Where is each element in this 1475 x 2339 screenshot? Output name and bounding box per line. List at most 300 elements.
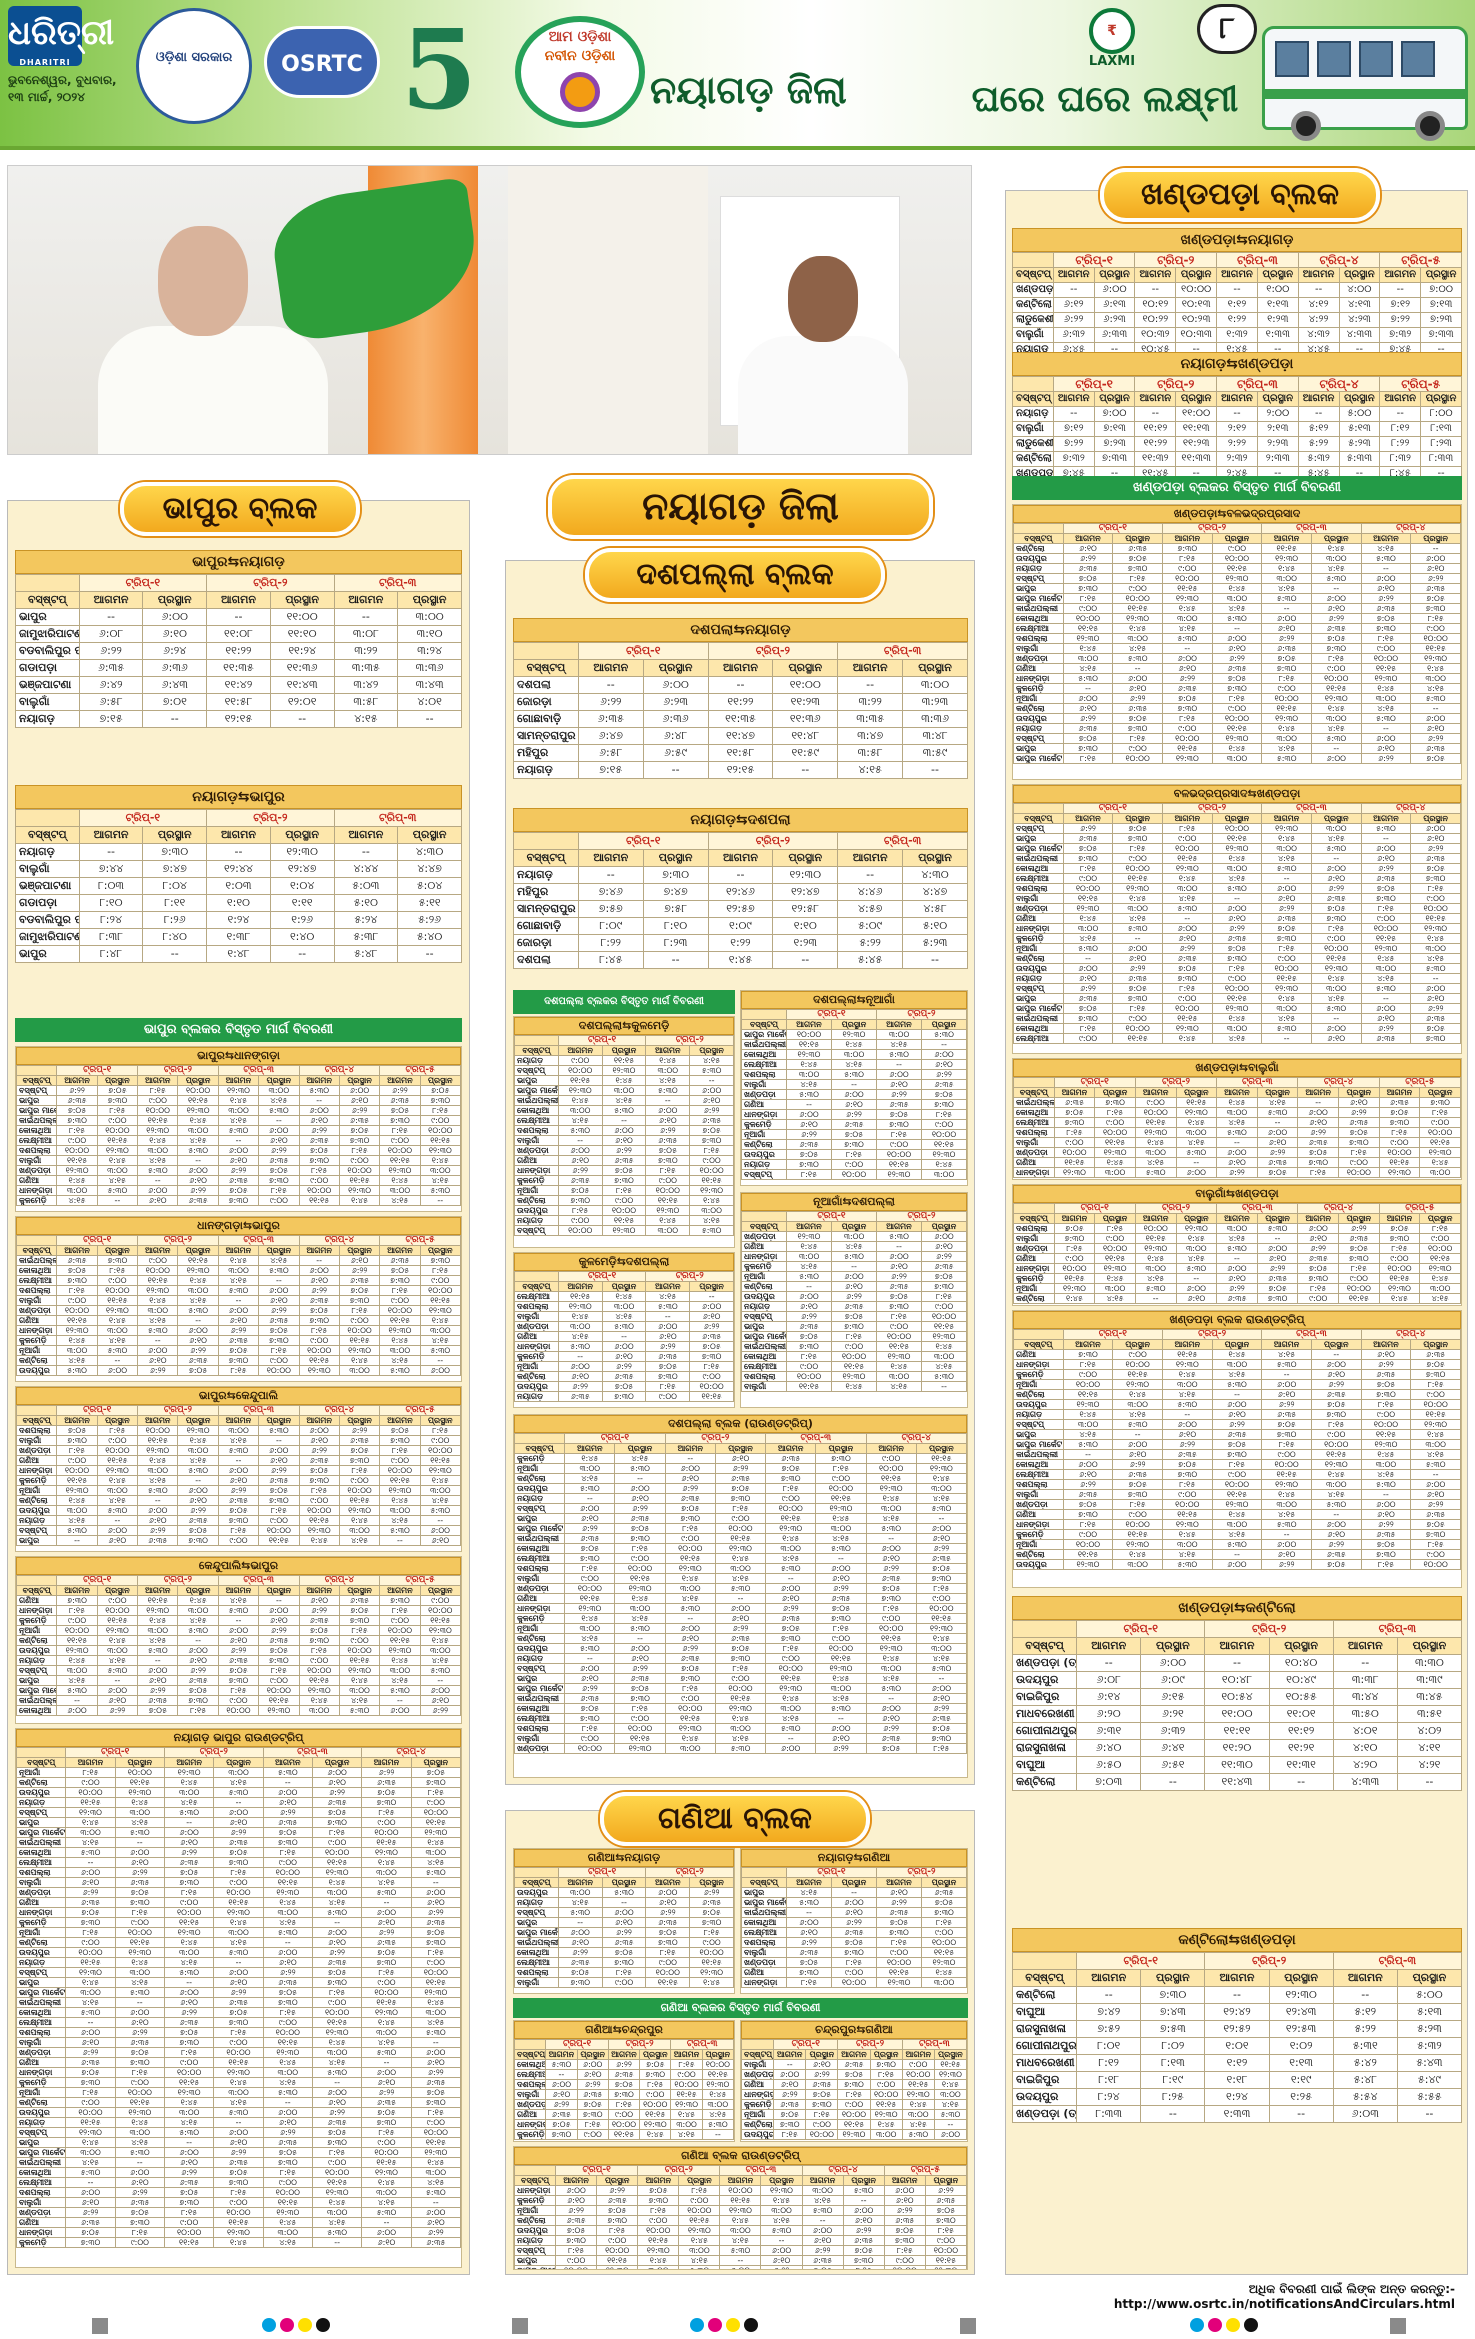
arrival-header: ଆଗମନ [164,1758,213,1768]
time-cell: -- [903,762,968,779]
stop-name: ଗୋପୀନାଥପୁର [1013,1723,1077,1740]
table-row [515,2186,967,2196]
time-cell: ୯:୦୦ [411,1798,460,1808]
time-cell: ୬:୦୦ [1212,634,1262,644]
time-cell: ୧୦:୦୦ [1054,1264,1095,1274]
time-cell: ୧୧:୧୫ [1262,974,1312,984]
trip-header-row [17,1576,461,1586]
time-cell: ୬:୨୨ [866,1724,916,1734]
time-cell: -- [715,1594,765,1604]
time-cell: ୭:୫୨ [1077,2021,1141,2038]
time-cell: ୩:୦୦ [164,1948,213,1958]
time-cell: ୩:୦୦ [1311,984,1361,994]
time-cell: ୭:୦୫ [615,1524,665,1534]
time-cell: ୪:୧୫ [218,1276,258,1286]
time-cell: ୧୨:୩୦ [115,1948,164,1958]
time-cell: ୬:୦୦ [138,1186,178,1196]
time-cell: ୯:୦୦ [925,2236,966,2246]
time-cell: ୯:୦୦ [1113,1350,1163,1360]
departure-header: ପ୍ରସ୍ଥାନ [640,2050,671,2060]
time-cell: ୭:୦୫ [1361,884,1411,894]
time-cell: ୫:୩୦ [1311,734,1361,744]
time-cell: ୬:୦୦ [884,2186,925,2196]
table-row [742,1342,967,1352]
time-cell: ୧୨:୩୦ [1162,1360,1212,1370]
time-cell: ୬:୩୫ [1311,624,1361,634]
time-cell: ୭:୩୦ [1311,914,1361,924]
time-cell: ୧୧:୧୫ [299,1516,339,1526]
time-cell: ୬:୨୨ [1311,884,1361,894]
time-cell: ୧୨:୩୦ [164,1928,213,1938]
time-cell: ୮:୧୫ [787,1978,832,1988]
time-cell: ୩:୦୦ [916,1484,966,1494]
stoppage-header: ବସ୍‌ଷ୍ଟପ୍ [17,1416,57,1426]
time-cell: ୭:୩୦ [843,2256,884,2266]
time-cell: ୬:୧୦ [178,1496,218,1506]
time-cell: ୧୧:୧୫ [57,1476,97,1486]
time-cell: -- [766,1734,816,1744]
table-row [742,1150,967,1160]
time-cell: ୬:୧୦ [558,1156,602,1166]
time-cell: -- [380,1696,420,1706]
stop-name: ବାଲୁଗାଁ [515,1136,559,1146]
time-cell: ୧:୪୫ [115,1798,164,1808]
time-cell: ୬:୩୫ [922,1262,967,1272]
stop-name: ଗଣିଆ [17,1176,57,1186]
time-cell: ୩:୦୦ [1361,1460,1411,1470]
stop-name: ବାଘୁଆ [1013,2004,1077,2021]
time-cell: ୬:୨୨ [97,1706,137,1716]
time-cell: ୧:୪୫ [57,1336,97,1346]
stop-name: ଭାପୁର ମାର୍କେଟ [1014,594,1064,604]
table-row [515,1076,734,1086]
time-cell: ୬:୨୨ [312,2108,361,2118]
arrival-header: ଆଗମନ [802,2176,843,2186]
time-cell: ୧୧:୧୫ [263,2198,312,2208]
time-cell: ୧୧:୧୫ [1063,624,1113,634]
time-cell: ୧୦:୦୦ [565,1584,615,1594]
time-cell: ୭:୦୫ [164,1868,213,1878]
table-row [17,1968,461,1978]
table-row [17,2098,461,2108]
time-cell: ୮:୧୫ [259,1506,299,1516]
time-cell: ୬:୩୫ [565,1694,615,1704]
time-cell: ୪:୧୫ [802,2196,843,2206]
time-cell: ୧୧:୧୫ [57,1316,97,1326]
osrtc-url-link[interactable]: http://www.osrtc.in/notificationsAndCirculars.html [1113,2297,1455,2311]
laxmi-logo [1012,8,1212,68]
time-cell: ୩:୦୦ [602,1302,646,1312]
time-cell: ୪:୧୫ [97,1336,137,1346]
time-cell: -- [362,1898,411,1908]
time-cell: ୬:୩୫ [218,1176,258,1186]
time-cell: ୭:୦୫ [66,1908,115,1918]
stop-name: ନୟାଗଡ଼ [514,867,579,884]
time-cell: -- [690,1076,734,1086]
departure-header: ପ୍ରସ୍ଥାନ [1176,392,1217,407]
time-cell: ୧୧:୫୯ [773,745,838,762]
departure-header: ପ୍ରସ୍ଥାନ [1420,1214,1461,1224]
blank-header-cell [515,1434,565,1444]
time-cell: -- [922,1382,967,1392]
table-row [515,1978,734,1988]
trip-header: ଟ୍ରିପ୍-୨ [1162,1330,1261,1340]
time-cell: ୧୨:୩୦ [57,1486,97,1496]
time-cell: ୫:୩୦ [380,1526,420,1536]
table-row [17,1998,461,2008]
time-cell: ୬:୦୦ [138,1506,178,1516]
stop-name: ଭାପୁର [742,1888,787,1898]
stop-name: ବାଲୁଗାଁ [515,1734,565,1744]
time-cell: ୭:୪୪ [79,861,143,878]
time-cell: ୩:୦୦ [57,1186,97,1196]
time-cell: ୬:୩୬ [643,711,708,728]
time-cell: ୭:୩୦ [312,1818,361,1828]
route-title: ଖଣ୍ଡପଡ଼ା⇆ନୟାଗଡ଼ [1012,228,1462,252]
time-cell: ୬:୨୨ [1311,1540,1361,1550]
time-cell: ୬:୧୦ [843,2216,884,2226]
stop-name: ଲାଡୁକେଶୀ [1013,437,1054,452]
newspaper-logo[interactable] [8,6,115,67]
time-cell: ୧୧:୨୨ [1135,437,1176,452]
time-cell: ୭:୦୫ [1311,1560,1361,1570]
stop-name: କଣ୍ଟିଲୋ [515,2216,556,2226]
stop-name: ଭାପୁର ମାର୍କେଟ [742,1332,787,1342]
time-cell: ୬:୦୦ [866,1704,916,1714]
time-cell: ୯:୦୦ [1162,994,1212,1004]
time-cell: ୫:୩୦ [916,1504,966,1514]
route-title: ଦଶପଲ୍ଲା⇆ନୂଆଗାଁ [741,991,967,1009]
time-cell: ୧୧:୧୫ [866,1474,916,1484]
time-cell: ୭:୦୫ [214,1848,263,1858]
time-cell: ୪:୧୫ [1162,1550,1212,1560]
time-cell: ୭:୩୦ [643,867,708,884]
time-cell: ୬:୨୨ [218,1326,258,1336]
time-cell: ୩:୪୪ [1333,1689,1397,1706]
time-cell: ୬:୨୨ [339,1266,379,1276]
time-cell: ୯:୦୦ [164,2058,213,2068]
table-row [742,1978,967,1988]
time-cell: ୨:୩୨ [1217,452,1258,467]
time-cell: ୬:୩୫ [1298,1254,1339,1264]
dense-timetable [740,990,968,1186]
time-cell: ୯:୦୦ [1411,1390,1461,1400]
trip-header: ଟ୍ରିପ୍-୨ [138,1236,219,1246]
time-cell: ୯:୦୦ [1411,1550,1461,1560]
time-cell: ୬:୦୦ [922,1232,967,1242]
time-cell: ୬:୧୦ [646,1898,690,1908]
time-cell: ୧୨:୪୩ [1269,2004,1333,2021]
time-cell: ୧୦:୦୦ [602,1206,646,1216]
time-cell: ୬:୦୦ [1298,1108,1339,1118]
time-cell: ୬:୩୫ [1262,1410,1312,1420]
odisha-emblem-icon [136,8,252,124]
timetable [15,809,462,963]
time-cell: ୩:୦୦ [263,1908,312,1918]
time-cell: ୩:୦୦ [164,2108,213,2118]
stop-name: ଗଣିଆ [17,1596,57,1606]
stoppage-header: ବସ୍‌ଷ୍ଟପ୍ [515,2050,546,2060]
time-cell: -- [903,952,968,969]
time-cell: ୧:୪୫ [761,2196,802,2206]
time-cell: ୪:୧୫ [214,1938,263,1948]
trip-header: ଟ୍ରିପ୍-୪ [1298,253,1380,268]
stop-name: ଖଣ୍ଡପଡ଼ା [17,1888,66,1898]
time-cell: ୩:୦୦ [1212,864,1262,874]
time-cell: ୬:୦୦ [1411,984,1461,994]
table-row [1014,974,1461,984]
time-cell: ୯:୦୦ [411,2118,460,2128]
time-cell: ୭:୦୫ [608,2080,639,2090]
time-cell: ୩:୦୦ [715,1564,765,1574]
time-cell: ୧୦:୦୦ [558,1066,602,1076]
time-cell: ୬:୦୦ [1262,884,1312,894]
stop-name: ଭାପୁର [515,1674,565,1684]
time-cell: -- [1141,1774,1205,1791]
table-row [1014,1128,1461,1138]
time-cell: ୩:୨୩ [903,694,968,711]
time-cell: ୬:୦୦ [774,2070,806,2080]
departure-header: ପ୍ରସ୍ଥାନ [1212,534,1262,544]
time-cell: ୩:୦୦ [1262,574,1312,584]
time-cell: ୧୦:୦୦ [925,2246,966,2256]
time-cell: ୭:୩୦ [1063,1510,1113,1520]
time-cell: ୧୨:୩୦ [671,2100,702,2110]
time-cell: ୮:୧୫ [646,1382,690,1392]
time-cell: ୭:୦୫ [1063,734,1113,744]
table-row [515,1382,734,1392]
time-cell: ୧୧:୧୫ [57,1636,97,1646]
time-cell: ୬:୨୨ [1361,1024,1411,1034]
stop-name: ବସ୍‌ଷ୍ଟପ୍ [515,1504,565,1514]
departure-header: ପ୍ରସ୍ଥାନ [1141,1638,1205,1655]
time-cell: ୬:୩୫ [877,1282,922,1292]
time-cell: ୧୨:୩୦ [1135,1244,1176,1254]
time-cell: ୧୨:୩୦ [214,1908,263,1918]
time-cell: ୭:୩୦ [259,1176,299,1186]
dense-timetable [740,2020,968,2142]
time-cell: ୧୨:୩୦ [1162,594,1212,604]
time-cell: ୬:୦୦ [1162,654,1212,664]
time-cell: ୩:୦୦ [866,1504,916,1514]
arrival-header: ଆଗମନ [138,1586,178,1596]
time-cell: ୧୨:୩୦ [665,1564,715,1574]
time-cell: ୧୧:୧୫ [339,1496,379,1506]
time-cell: ୭:୦୫ [1212,944,1262,954]
stop-name: ବାଲୁଗାଁ [742,1080,787,1090]
time-cell: ୬:୦୦ [1063,1460,1113,1470]
stop-name: ନୂଆଗାଁ [17,1346,57,1356]
time-cell: ୭:୦୫ [838,2070,870,2080]
time-cell: ୪:୨୦ [1333,1757,1397,1774]
time-cell: ୫:୩୦ [1257,1224,1298,1234]
time-cell: ୩:୦୦ [57,1506,97,1516]
table-row [1014,894,1461,904]
time-cell: ୧୧:୧୫ [380,1476,420,1486]
time-cell: ୬:୨୨ [138,1366,178,1376]
table-row [515,1664,967,1674]
time-cell: -- [138,1336,178,1346]
time-cell: ୧୧:୧୫ [420,1296,460,1306]
time-cell: ୯:୦୦ [299,1336,339,1346]
time-cell: ୭:୧୩ [1421,298,1462,313]
arrival-header: ଆଗମନ [1380,392,1421,407]
time-cell: ୧୦:୦୦ [259,1686,299,1696]
table-row [17,1256,461,1266]
time-cell: ୭:୩୦ [263,1998,312,2008]
time-cell: ୧୨:୪୪ [207,861,271,878]
blank-header-cell [17,1236,57,1246]
time-cell: ୬:୩୫ [66,1898,115,1908]
time-cell: ୪:୧୫ [787,1888,832,1898]
time-cell: ୧:୪୫ [615,1594,665,1604]
time-cell: ୪:୧୫ [339,1696,379,1706]
time-cell: ୬:୦୦ [1217,1148,1258,1158]
time-cell: ୫:୩୦ [1217,1244,1258,1254]
stop-name: ନୟାଗଡ଼ [1014,724,1064,734]
time-cell: ୧୦:୦୦ [690,1166,734,1176]
trip-header: ଟ୍ରିପ୍-୨ [1205,1621,1333,1638]
column-header-row [17,1416,461,1426]
time-cell: ୮:୧୫ [1262,944,1312,954]
time-cell: ୩:୦୦ [1262,1004,1312,1014]
time-cell: ୭:୦୫ [558,1186,602,1196]
time-cell: ୪:୧୫ [1162,1390,1212,1400]
time-cell: ୩:୫୮ [334,694,398,711]
time-cell: ୧୦:୦୦ [787,1030,832,1040]
time-cell: ୬:୨୨ [259,1146,299,1156]
time-cell: ୮:୩୮ [79,929,143,946]
time-cell: ୮:୧୫ [1162,714,1212,724]
time-cell: ୧୧:୧୫ [411,1978,460,1988]
arrival-header: ଆଗମନ [57,1416,97,1426]
time-cell: ୧୦:୦୦ [299,1506,339,1516]
table-row [515,1644,967,1654]
time-cell: ୬:୩୫ [715,1634,765,1644]
column-header-row [1013,1638,1462,1655]
time-cell: ୬:୩୫ [339,1116,379,1126]
time-cell: ୯:୦୦ [1063,1034,1113,1044]
time-cell: ୧୧:୧୫ [138,1276,178,1286]
time-cell: ୭:୦୧ [143,694,207,711]
time-cell: ୬:୨୨ [558,1166,602,1176]
table-row [1014,1244,1461,1254]
time-cell: ୬:୩୫ [665,1654,715,1664]
time-cell: ୯:୦୦ [1262,954,1312,964]
time-cell: ୭:୦୫ [546,2120,577,2130]
departure-header: ପ୍ରସ୍ଥାନ [690,1878,734,1888]
time-cell: ୩:୦୦ [832,1050,877,1060]
time-cell: ୧୨:୩୦ [1262,554,1312,564]
time-cell: ୧:୪୫ [97,1316,137,1326]
time-cell: ୬:୨୨ [420,1706,460,1716]
column-header-row [1014,1340,1461,1350]
time-cell: ୬:୨୨ [1063,824,1113,834]
blank-header-cell [1013,253,1054,268]
time-cell: ୧୧:୧୫ [1095,1138,1136,1148]
time-cell: ୮:୧୫ [380,1446,420,1456]
time-cell: ୧:୪୫ [1311,704,1361,714]
time-cell: ୩:୦୦ [138,1626,178,1636]
time-cell: ୬:୩୫ [774,2100,806,2110]
time-cell: -- [1063,1450,1113,1460]
time-cell: ୬:୨୨ [339,1426,379,1436]
time-cell: ୩:୦୦ [411,1848,460,1858]
stop-name: ଗଣିଆ [742,1968,787,1978]
stop-name: ନୟାଗଡ଼ [17,2118,66,2128]
trip-header: ଟ୍ରିପ୍-୧ [558,1868,646,1878]
time-cell: ୧୦:୦୦ [1379,1264,1420,1274]
time-cell: ୪:୧୫ [646,1292,690,1302]
time-cell: ୮:୧୫ [690,1362,734,1372]
table-row [17,1696,461,1706]
time-cell: ୬:୦୦ [546,2080,577,2090]
time-cell: ୭:୦୫ [832,1938,877,1948]
table-row [17,1636,461,1646]
table-row [742,1242,967,1252]
time-cell: ୮:୧୫ [57,1446,97,1456]
time-cell: -- [66,1858,115,1868]
time-cell: ୫:୩୦ [1257,1108,1298,1118]
footer-link[interactable] [985,2282,1455,2311]
time-cell: ୩:୦୦ [1176,1128,1217,1138]
time-cell: ୬:୩୫ [1411,1014,1461,1024]
time-cell: -- [57,1536,97,1546]
table-row [515,1948,734,1958]
time-cell: -- [362,2218,411,2228]
stop-name: ନୟାଗଡ଼ [16,711,80,728]
table-row [17,1456,461,1466]
time-cell: ୬:୨୨ [565,1684,615,1694]
table-row [1014,1264,1461,1274]
table-row [1014,1510,1461,1520]
time-cell: ୧୧:୧୫ [66,2118,115,2128]
time-cell: ୩:୦୦ [380,1666,420,1676]
blank-header-cell [1014,1330,1064,1340]
time-cell: ୫:୨୩ [1397,2021,1461,2038]
arrival-header: ଆଗମନ [57,1076,97,1086]
stop-name: ନୟାଗଡ଼ [515,1392,559,1402]
time-cell: ୩:୦୦ [1135,1264,1176,1274]
time-cell: ୧୦:୨୨ [1135,313,1176,328]
time-cell: -- [1269,2106,1333,2123]
trip-header: ଟ୍ରିପ୍-୧ [57,1236,138,1246]
time-cell: ୬:୧୦ [420,1696,460,1706]
time-cell: -- [816,1714,866,1724]
time-cell: ୯:୦୦ [565,1574,615,1584]
table-row [742,1272,967,1282]
time-cell: ୭:୩୦ [1162,974,1212,984]
stop-name: ଖଣ୍ଡପଡ଼ା [1014,1500,1064,1510]
table-row [1014,1224,1461,1234]
departure-header: ପ୍ରସ୍ଥାନ [1212,1340,1262,1350]
time-cell: ୫:୩୦ [866,1524,916,1534]
time-cell: ୬:୧୦ [558,1372,602,1382]
stop-name: ଉଦୟପୁର [742,2130,774,2140]
time-cell: ୬:୩୫ [690,1332,734,1342]
stop-name: ବାଲୁଗାଁ [17,1296,57,1306]
departure-header: ପ୍ରସ୍ଥାନ [816,1444,866,1454]
departure-header: ପ୍ରସ୍ଥାନ [761,2176,802,2186]
time-cell: ୧୨:୩୦ [1311,1460,1361,1470]
time-cell: ୬:୫୮ [578,745,643,762]
time-cell: ୬:୦୦ [602,1126,646,1136]
table-row [515,1392,734,1402]
time-cell: ୧୧:୧୫ [1162,1014,1212,1024]
time-cell: ୬:୧୦ [214,1978,263,1988]
time-cell: ୭:୦୫ [1113,554,1163,564]
table-row [742,1282,967,1292]
